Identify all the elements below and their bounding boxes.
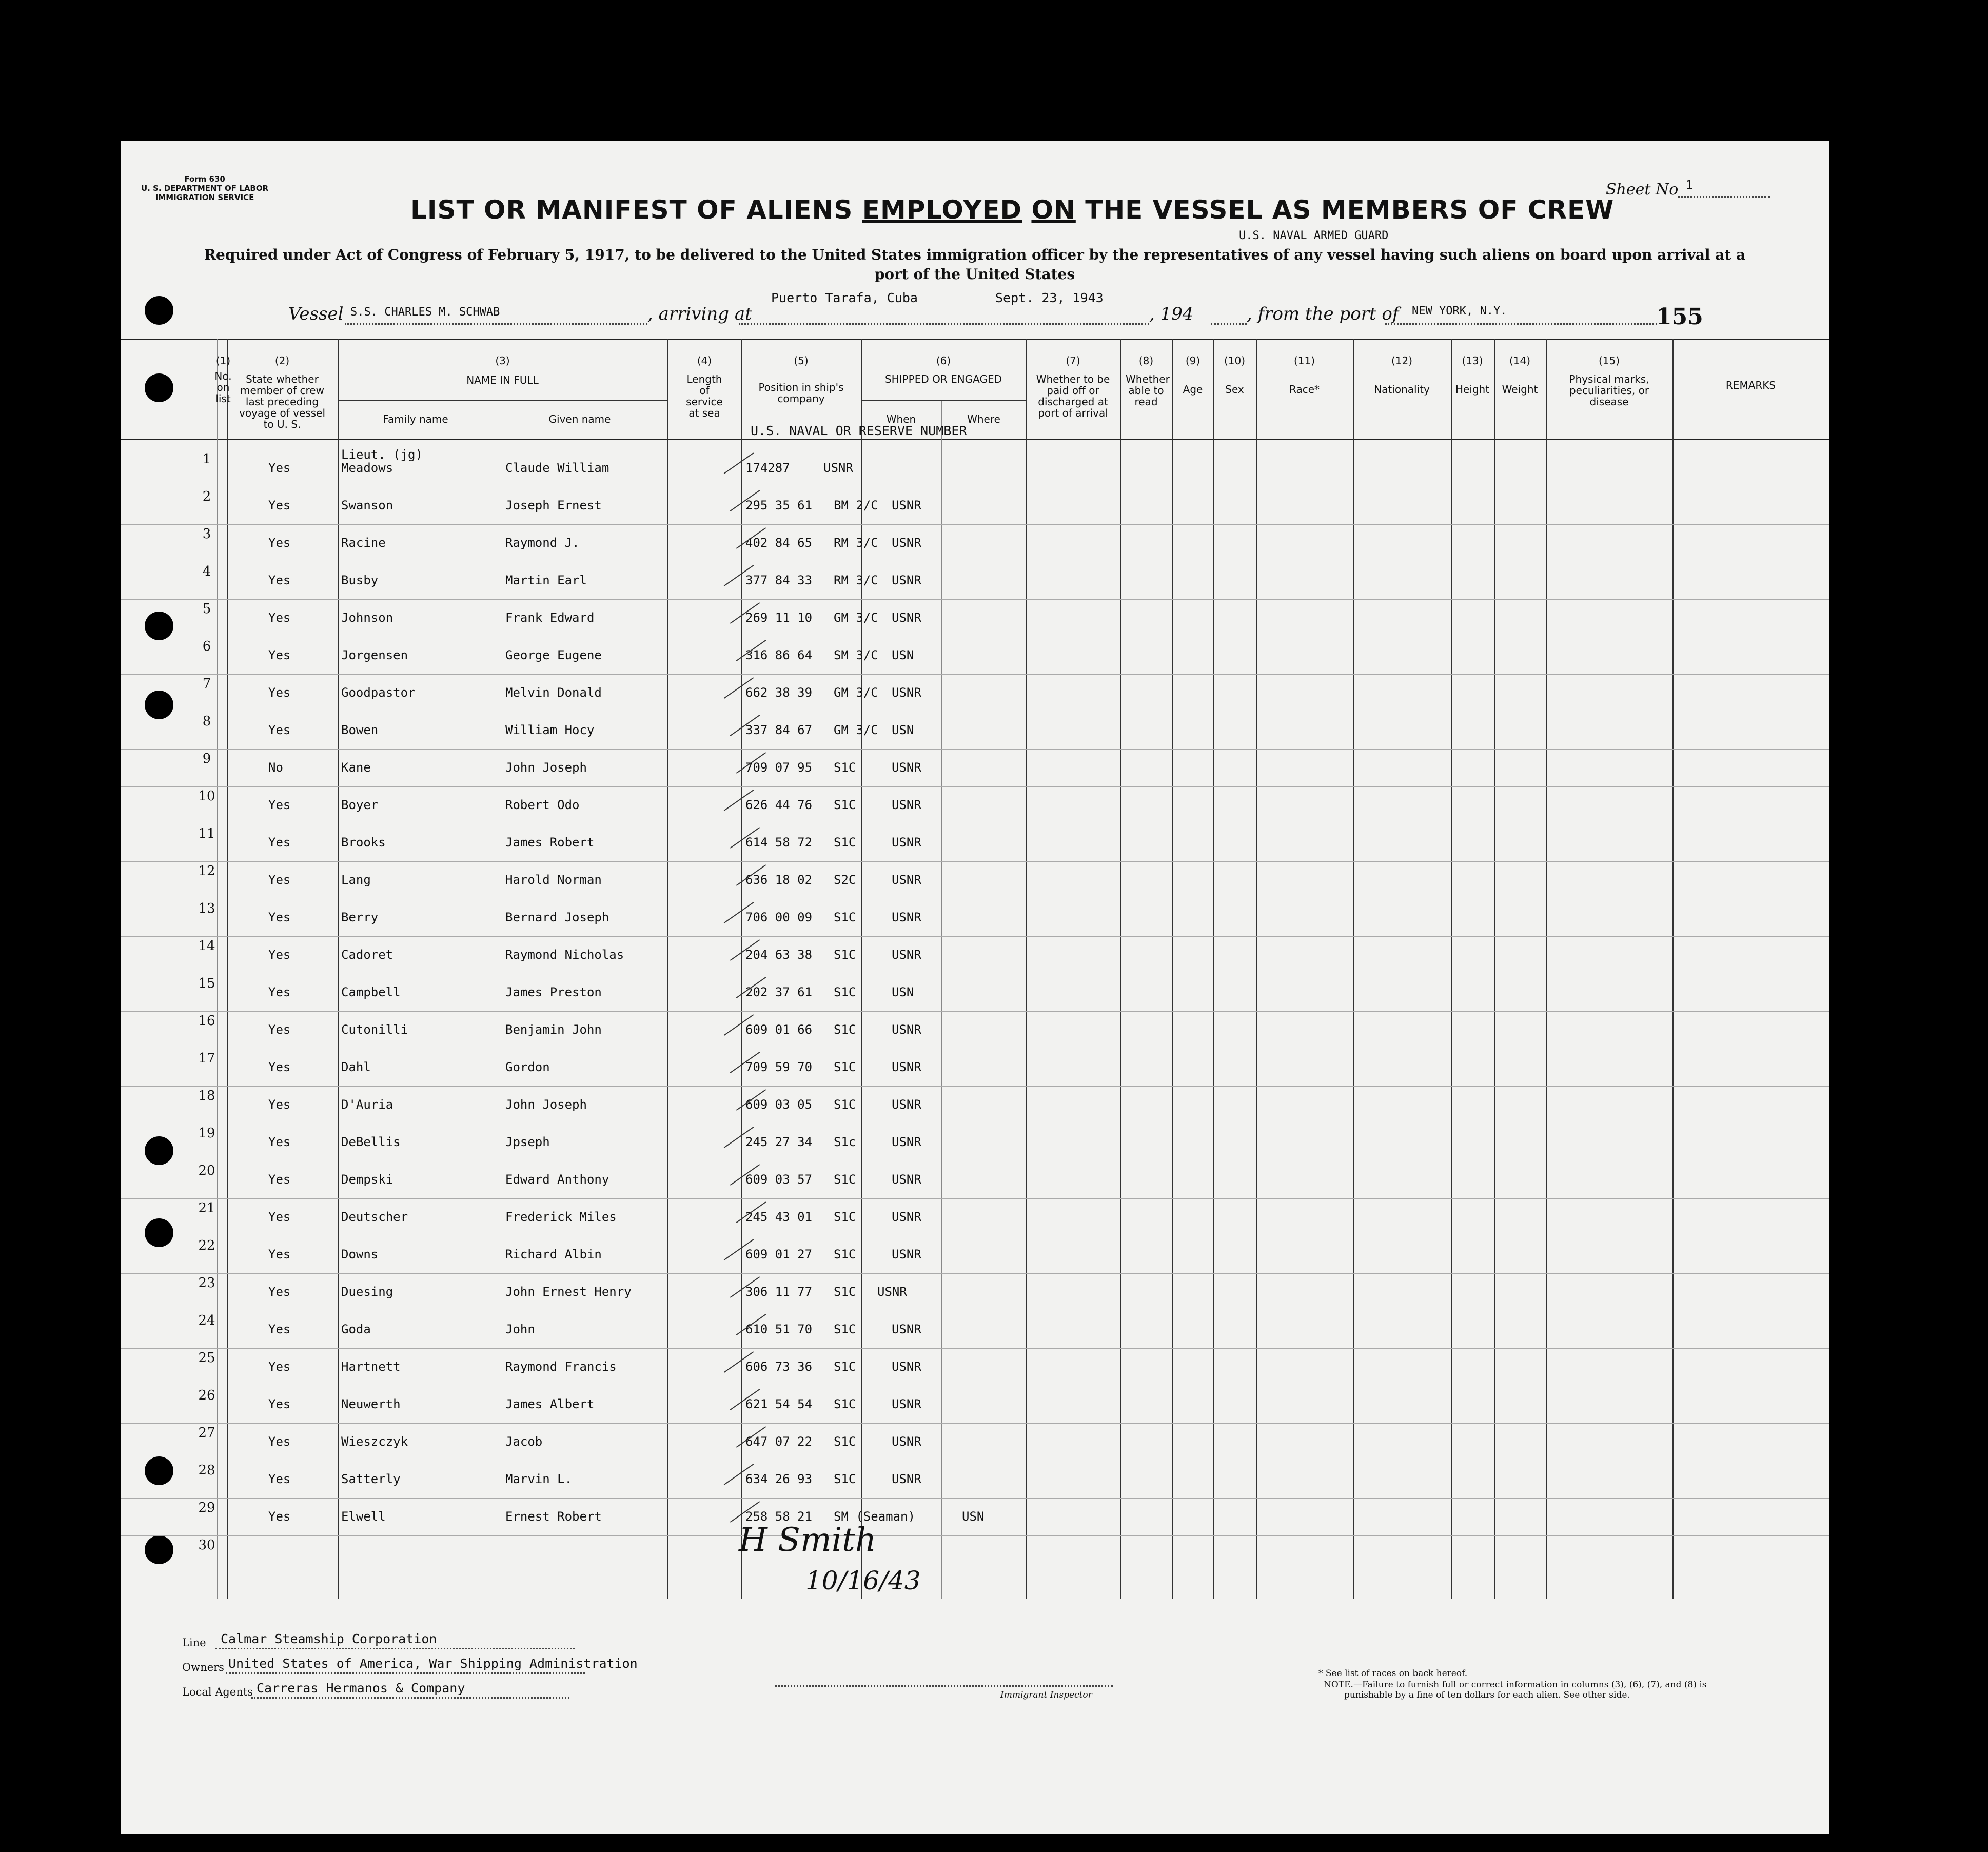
arrival-port: Puerto Tarafa, Cuba <box>771 290 918 305</box>
rating: S1C <box>834 1472 856 1486</box>
col-11-header: (11) Race* <box>1289 354 1320 396</box>
service-number: 662 38 39 <box>745 685 813 700</box>
family-name: Dempski <box>341 1172 393 1187</box>
given-name: Marvin L. <box>505 1472 573 1486</box>
vessel-label: Vessel <box>288 304 344 324</box>
col-5-header: (5) Position in ship's company <box>758 354 844 405</box>
line-value: Calmar Steamship Corporation <box>221 1631 437 1646</box>
row-number: 7 <box>202 676 211 692</box>
given-name: Gordon <box>505 1060 550 1074</box>
row-number: 23 <box>198 1275 215 1291</box>
rating: S1C <box>834 835 856 850</box>
given-name: James Albert <box>505 1397 595 1411</box>
family-name: Hartnett <box>341 1360 401 1374</box>
where-header: Where <box>967 413 1000 425</box>
col-3-header: (3) NAME IN FULL <box>466 354 539 386</box>
service-number: 245 43 01 <box>745 1210 813 1224</box>
col-15-header: (15) Physical marks, peculiarities, or disease <box>1569 354 1649 408</box>
family-name: Bowen <box>341 723 379 737</box>
service-number: 316 86 64 <box>745 648 813 662</box>
previous-voyage: Yes <box>268 1097 291 1112</box>
row-number: 11 <box>198 826 215 841</box>
rank: Lieut. (jg) <box>341 447 423 462</box>
arrival-date: Sept. 23, 1943 <box>995 290 1104 305</box>
remarks-header: REMARKS <box>1725 379 1776 391</box>
given-name: Joseph Ernest <box>505 498 602 513</box>
given-name: Jacob <box>505 1434 543 1449</box>
previous-voyage: Yes <box>268 610 291 625</box>
row-number: 17 <box>198 1051 215 1066</box>
rating: S1C <box>834 798 856 812</box>
service-number: 636 18 02 <box>745 873 813 887</box>
rating: S1C <box>834 1247 856 1262</box>
given-name: Bernard Joseph <box>505 910 609 924</box>
col-14-header: (14) Weight <box>1502 354 1538 396</box>
row-rule <box>121 749 1829 750</box>
branch: USNR <box>892 1247 921 1262</box>
branch: USNR <box>892 1397 921 1411</box>
branch: USN <box>892 723 914 737</box>
previous-voyage: Yes <box>268 1210 291 1224</box>
sheet-label: Sheet No <box>1606 181 1679 199</box>
page-title: LIST OR MANIFEST OF ALIENS EMPLOYED ON THE VESSEL AS MEMBERS OF CREW <box>410 195 1615 225</box>
given-name: Harold Norman <box>505 873 602 887</box>
row-number: 13 <box>198 901 215 916</box>
col-4-header: (4) Length of service at sea <box>686 354 723 419</box>
col-1-header: (1) No. on list <box>214 354 232 405</box>
service-number: 174287 <box>745 461 790 475</box>
rating: S1c <box>834 1135 856 1149</box>
row-number: 28 <box>198 1463 215 1478</box>
handwritten-date: 10/16/43 <box>805 1566 921 1595</box>
previous-voyage: Yes <box>268 873 291 887</box>
branch: USNR <box>892 1434 921 1449</box>
row-rule <box>121 599 1829 600</box>
service-number: 204 63 38 <box>745 948 813 962</box>
previous-voyage: Yes <box>268 798 291 812</box>
owners-label: Owners <box>182 1661 224 1673</box>
row-number: 15 <box>198 976 215 991</box>
service-number: 606 73 36 <box>745 1360 813 1374</box>
given-name: Frederick Miles <box>505 1210 617 1224</box>
family-name: Lang <box>341 873 371 887</box>
row-rule <box>121 1011 1829 1012</box>
service-number: 634 26 93 <box>745 1472 813 1486</box>
row-number: 1 <box>202 451 211 467</box>
family-name: Elwell <box>341 1509 386 1524</box>
row-rule <box>121 1086 1829 1087</box>
row-rule <box>121 1535 1829 1536</box>
branch: USNR <box>892 798 921 812</box>
service-number: 709 07 95 <box>745 760 813 775</box>
family-name: Berry <box>341 910 379 924</box>
row-number: 27 <box>198 1425 215 1441</box>
given-name: Jpseph <box>505 1135 550 1149</box>
crew-table <box>121 339 1829 1599</box>
form-number: Form 630 <box>184 174 225 184</box>
fine-note-2: punishable by a fine of ten dollars for each alien. See other side. <box>1344 1690 1630 1700</box>
rating: BM 2/C <box>834 498 878 513</box>
sheet-dotline <box>1678 196 1770 198</box>
rating: S1C <box>834 1360 856 1374</box>
previous-voyage: Yes <box>268 1022 291 1037</box>
branch: USNR <box>892 1135 921 1149</box>
given-name: Edward Anthony <box>505 1172 609 1187</box>
when-header: When <box>886 413 916 425</box>
branch: USNR <box>892 1472 921 1486</box>
inspector-label: Immigrant Inspector <box>1000 1690 1092 1700</box>
previous-voyage: Yes <box>268 685 291 700</box>
form-department: U. S. DEPARTMENT OF LABOR <box>141 184 269 193</box>
branch: USNR <box>877 1285 907 1299</box>
rating: S1C <box>834 948 856 962</box>
family-name: D'Auria <box>341 1097 393 1112</box>
row-rule <box>121 936 1829 937</box>
branch: USNR <box>892 1172 921 1187</box>
row-rule <box>121 1498 1829 1499</box>
row-number: 29 <box>198 1500 215 1515</box>
row-rule <box>121 1423 1829 1424</box>
rating: SM 3/C <box>834 648 878 662</box>
branch: USNR <box>892 835 921 850</box>
family-name: Cadoret <box>341 948 393 962</box>
family-name: Neuwerth <box>341 1397 401 1411</box>
service-number: 609 01 27 <box>745 1247 813 1262</box>
family-name: Racine <box>341 536 386 550</box>
row-number: 8 <box>202 714 211 729</box>
previous-voyage: Yes <box>268 1135 291 1149</box>
given-name: John <box>505 1322 535 1336</box>
row-number: 12 <box>198 863 215 879</box>
branch: USN <box>962 1509 985 1524</box>
service-number: 609 01 66 <box>745 1022 813 1037</box>
service-number: 337 84 67 <box>745 723 813 737</box>
previous-voyage: Yes <box>268 461 291 475</box>
branch: USNR <box>892 910 921 924</box>
previous-voyage: Yes <box>268 1285 291 1299</box>
rating: S1C <box>834 1022 856 1037</box>
previous-voyage: Yes <box>268 1322 291 1336</box>
rating: S1C <box>834 1322 856 1336</box>
row-number: 18 <box>198 1088 215 1104</box>
col-8-header: (8) Whether able to read <box>1126 354 1170 408</box>
branch: USNR <box>892 1210 921 1224</box>
family-name: Brooks <box>341 835 386 850</box>
rating: S1C <box>834 1285 856 1299</box>
col-13-header: (13) Height <box>1455 354 1490 396</box>
previous-voyage: Yes <box>268 1360 291 1374</box>
given-name: Melvin Donald <box>505 685 602 700</box>
vessel-name: S.S. CHARLES M. SCHWAB <box>350 306 500 319</box>
from-port: NEW YORK, N.Y. <box>1412 305 1507 318</box>
branch: USNR <box>892 1322 921 1336</box>
given-name: John Joseph <box>505 760 587 775</box>
row-rule <box>121 674 1829 675</box>
family-name: Campbell <box>341 985 401 999</box>
previous-voyage: Yes <box>268 910 291 924</box>
previous-voyage: Yes <box>268 948 291 962</box>
service-number: 306 11 77 <box>745 1285 813 1299</box>
rating: RM 3/C <box>834 573 878 587</box>
branch: USNR <box>892 1022 921 1037</box>
rating: S1C <box>834 1060 856 1074</box>
previous-voyage: Yes <box>268 1247 291 1262</box>
naval-guard-note: U.S. NAVAL ARMED GUARD <box>1239 229 1389 242</box>
given-name: Claude William <box>505 461 609 475</box>
sheet-number: 1 <box>1685 178 1694 192</box>
rating: S1C <box>834 1434 856 1449</box>
family-name: Boyer <box>341 798 379 812</box>
given-name: James Preston <box>505 985 602 999</box>
rating: SM (Seaman) <box>834 1509 915 1524</box>
col-7-header: (7) Whether to be paid off or discharged at port of arrival <box>1036 354 1110 419</box>
col-9-header: (9) Age <box>1183 354 1203 396</box>
service-number: 269 11 10 <box>745 610 813 625</box>
given-name: Frank Edward <box>505 610 595 625</box>
service-number: 295 35 61 <box>745 498 813 513</box>
row-number: 24 <box>198 1313 215 1328</box>
service-number: 609 03 05 <box>745 1097 813 1112</box>
stamp-number: 155 <box>1656 304 1703 330</box>
row-number: 21 <box>198 1200 215 1216</box>
family-name: Busby <box>341 573 379 587</box>
service-number: 706 00 09 <box>745 910 813 924</box>
family-name: DeBellis <box>341 1135 401 1149</box>
owners-value: United States of America, War Shipping Administration <box>228 1656 638 1671</box>
given-name: Robert Odo <box>505 798 580 812</box>
service-number: 245 27 34 <box>745 1135 813 1149</box>
given-name: George Eugene <box>505 648 602 662</box>
previous-voyage: Yes <box>268 1472 291 1486</box>
col-6-header: (6) SHIPPED OR ENGAGED <box>884 354 1002 385</box>
family-name: Wieszczyk <box>341 1434 408 1449</box>
row-number: 14 <box>198 938 215 954</box>
family-name: Goodpastor <box>341 685 416 700</box>
service-number: 647 07 22 <box>745 1434 813 1449</box>
previous-voyage: Yes <box>268 835 291 850</box>
branch: USNR <box>823 461 853 475</box>
branch: USNR <box>892 498 921 513</box>
service-number: 402 84 65 <box>745 536 813 550</box>
service-number: 626 44 76 <box>745 798 813 812</box>
branch: USNR <box>892 948 921 962</box>
from-port-label: , from the port of <box>1247 304 1399 324</box>
rating: S1C <box>834 1097 856 1112</box>
rating: S1C <box>834 985 856 999</box>
family-name: Goda <box>341 1322 371 1336</box>
branch: USNR <box>892 873 921 887</box>
row-rule <box>121 1348 1829 1349</box>
fine-note-1: NOTE.—Failure to furnish full or correct information in columns (3), (6), (7), and (8) is <box>1324 1680 1707 1690</box>
row-rule <box>121 1273 1829 1274</box>
family-name: Cutonilli <box>341 1022 408 1037</box>
row-number: 3 <box>202 526 211 542</box>
rating: GM 3/C <box>834 610 878 625</box>
rating: S1C <box>834 1172 856 1187</box>
given-name: Raymond Francis <box>505 1360 617 1374</box>
row-number: 26 <box>198 1388 215 1403</box>
col-10-header: (10) Sex <box>1224 354 1246 396</box>
given-name: John Joseph <box>505 1097 587 1112</box>
family-name: Downs <box>341 1247 379 1262</box>
agents-value: Carreras Hermanos & Company <box>257 1681 465 1696</box>
given-name: Benjamin John <box>505 1022 602 1037</box>
service-number: 609 03 57 <box>745 1172 813 1187</box>
row-number: 30 <box>198 1538 215 1553</box>
arriving-label: , arriving at <box>647 304 752 324</box>
branch: USN <box>892 648 914 662</box>
service-number: 709 59 70 <box>745 1060 813 1074</box>
handwritten-signature: H Smith <box>739 1521 877 1559</box>
family-name: Dahl <box>341 1060 371 1074</box>
previous-voyage: No <box>268 760 283 775</box>
family-name-header: Family name <box>383 413 448 425</box>
row-number: 16 <box>198 1013 215 1029</box>
service-number: 621 54 54 <box>745 1397 813 1411</box>
previous-voyage: Yes <box>268 1172 291 1187</box>
service-number: 258 58 21 <box>745 1509 813 1524</box>
given-name: Raymond Nicholas <box>505 948 624 962</box>
family-name: Kane <box>341 760 371 775</box>
family-name: Jorgensen <box>341 648 408 662</box>
row-number: 19 <box>198 1126 215 1141</box>
form-service: IMMIGRATION SERVICE <box>155 193 254 202</box>
given-name: James Robert <box>505 835 595 850</box>
agents-label: Local Agents <box>182 1686 253 1698</box>
row-rule <box>121 524 1829 525</box>
form-info <box>141 174 268 202</box>
given-name-header: Given name <box>548 413 611 425</box>
year-label: , 194 <box>1149 304 1194 324</box>
races-note: * See list of races on back hereof. <box>1318 1668 1468 1679</box>
punch-hole <box>145 296 173 325</box>
branch: USNR <box>892 1360 921 1374</box>
service-number: 377 84 33 <box>745 573 813 587</box>
family-name: Satterly <box>341 1472 401 1486</box>
previous-voyage: Yes <box>268 723 291 737</box>
given-name: Ernest Robert <box>505 1509 602 1524</box>
rating: S1C <box>834 1397 856 1411</box>
col-12-header: (12) Nationality <box>1374 354 1430 396</box>
branch: USNR <box>892 536 921 550</box>
previous-voyage: Yes <box>268 1509 291 1524</box>
row-number: 20 <box>198 1163 215 1178</box>
line-label: Line <box>182 1637 206 1649</box>
family-name: Meadows <box>341 461 393 475</box>
family-name: Deutscher <box>341 1210 408 1224</box>
branch: USN <box>892 985 914 999</box>
branch: USNR <box>892 610 921 625</box>
service-number: 610 51 70 <box>745 1322 813 1336</box>
given-name: Martin Earl <box>505 573 587 587</box>
row-number: 25 <box>198 1350 215 1366</box>
previous-voyage: Yes <box>268 985 291 999</box>
rating: S1C <box>834 760 856 775</box>
subtitle: Required under Act of Congress of February 5, 1917, to be delivered to the United States immigration officer by the representatives of any vessel having such aliens on board upon arrival at a port of the United States <box>204 246 1746 283</box>
row-rule <box>121 786 1829 787</box>
rating: S1C <box>834 910 856 924</box>
given-name: John Ernest Henry <box>505 1285 632 1299</box>
previous-voyage: Yes <box>268 1060 291 1074</box>
service-number: 202 37 61 <box>745 985 813 999</box>
previous-voyage: Yes <box>268 498 291 513</box>
row-number: 5 <box>202 601 211 617</box>
row-number: 9 <box>202 751 211 766</box>
rating: GM 3/C <box>834 685 878 700</box>
row-rule <box>121 1198 1829 1199</box>
row-number: 22 <box>198 1238 215 1253</box>
previous-voyage: Yes <box>268 648 291 662</box>
col-2-header: (2) State whether member of crew last preceding voyage of vessel to U. S. <box>239 354 325 430</box>
family-name: Johnson <box>341 610 393 625</box>
branch: USNR <box>892 1097 921 1112</box>
rating: S1C <box>834 1210 856 1224</box>
family-name: Swanson <box>341 498 393 513</box>
previous-voyage: Yes <box>268 536 291 550</box>
previous-voyage: Yes <box>268 1434 291 1449</box>
previous-voyage: Yes <box>268 573 291 587</box>
row-number: 6 <box>202 639 211 654</box>
rating: GM 3/C <box>834 723 878 737</box>
given-name: Richard Albin <box>505 1247 602 1262</box>
branch: USNR <box>892 760 921 775</box>
row-number: 2 <box>202 489 211 504</box>
family-name: Duesing <box>341 1285 393 1299</box>
rating: RM 3/C <box>834 536 878 550</box>
row-rule <box>121 861 1829 862</box>
previous-voyage: Yes <box>268 1397 291 1411</box>
naval-number-header: U.S. NAVAL OR RESERVE NUMBER <box>751 423 967 438</box>
row-number: 4 <box>202 564 211 579</box>
branch: USNR <box>892 573 921 587</box>
given-name: William Hocy <box>505 723 595 737</box>
rating: S2C <box>834 873 856 887</box>
given-name: Raymond J. <box>505 536 580 550</box>
row-number: 10 <box>198 789 215 804</box>
branch: USNR <box>892 685 921 700</box>
branch: USNR <box>892 1060 921 1074</box>
service-number: 614 58 72 <box>745 835 813 850</box>
